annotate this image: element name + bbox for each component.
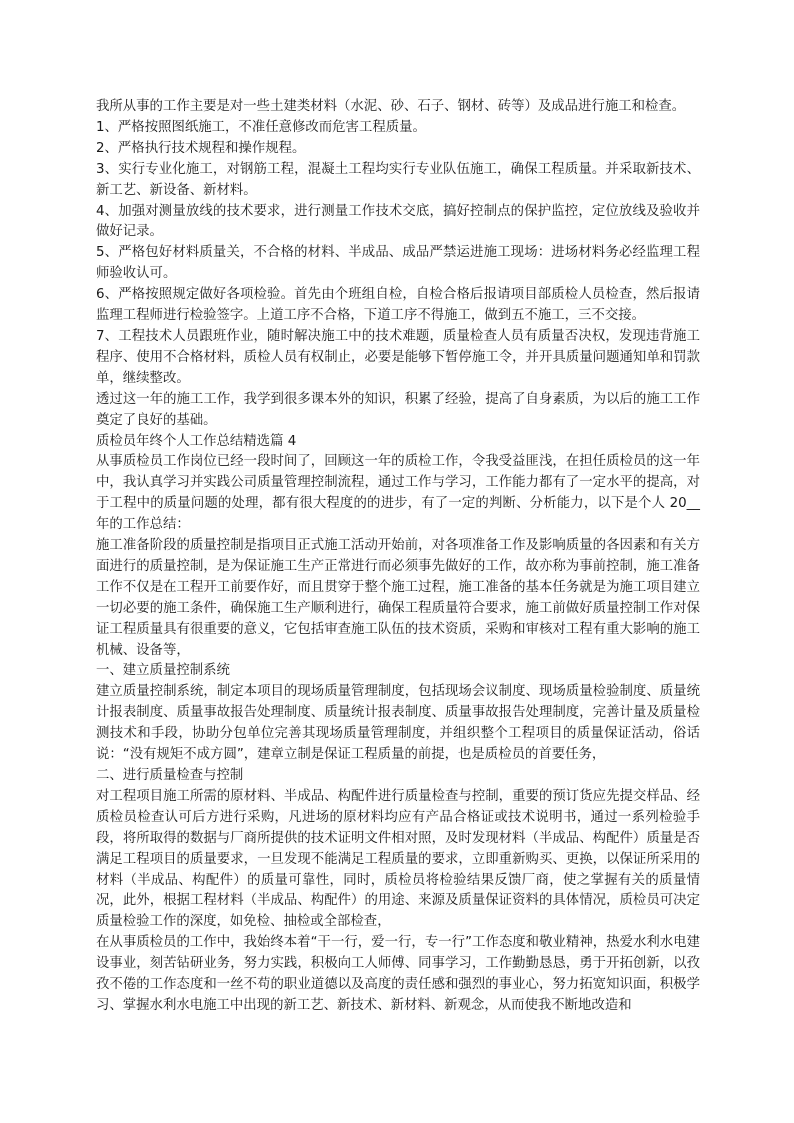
list-item-2: 2、严格执行技术规程和操作规程。	[96, 140, 306, 156]
list-item-3: 3、实行专业化施工，对钢筋工程，混凝土工程均实行专业队伍施工，确保工程质量。并采取新技术、新工艺、新设备、新材料。	[96, 161, 700, 198]
paragraph-attitude: 在从事质检员的工作中，我始终本着“干一行，爱一行，专一行”工作态度和敬业精神，热爱水利水电建设事业，刻苦钻研业务，努力实践，积极向工人师傅、同事学习，工作勤勤恳恳，勇于开拓创新，以孜孜不倦的工作态度和一丝不苟的职业道德以及高度的责任感和强烈的事业心，努力拓宽知识面，积极学习、掌握水利水电施工中出现的新工艺、新技术、新材料、新观念，从而使我不断地改造和	[96, 935, 700, 1013]
list-item-1: 1、严格按照图纸施工，不准任意修改而危害工程质量。	[96, 119, 426, 135]
document-body	[96, 97, 700, 1017]
list-item-6: 6、严格按照规定做好各项检验。首先由个班组自检，自检合格后报请项目部质检人员检查，然后报请监理工程师进行检验签字。上道工序不合格，下道工序不得施工，做到五不施工，三不交接。	[96, 287, 700, 324]
paragraph-quality-inspection: 对工程项目施工所需的原材料、半成品、构配件进行质量检查与控制，重要的预订货应先提交样品、经质检员检查认可后方进行采购，凡进场的原材料均应有产品合格证或技术说明书，通过一系列检验手段，将所取得的数据与厂商所提供的技术证明文件相对照，及时发现材料（半成品、构配件）质量是否满足工程项目的质量要求，一旦发现不能满足工程质量的要求，立即重新购买、更换，以保证所采用的材料（半成品、构配件）的质量可靠性，同时，质检员将检验结果反馈厂商，使之掌握有关的质量情况，此外，根据工程材料（半成品、构配件）的用途、来源及质量保证资料的具体情况，质检员可决定质量检验工作的深度，如免检、抽检或全部检查，	[96, 788, 700, 930]
list-item-5: 5、严格包好材料质量关，不合格的材料、半成品、成品严禁运进施工现场：进场材料务必经监理工程师验收认可。	[96, 245, 700, 282]
paragraph-summary: 透过这一年的施工工作，我学到很多课本外的知识，积累了经验，提高了自身素质，为以后的施工工作奠定了良好的基础。	[96, 391, 700, 428]
heading-quality-inspection: 二、进行质量检查与控制	[96, 768, 244, 783]
list-item-4: 4、加强对测量放线的技术要求，进行测量工作技术交底，搞好控制点的保护监控，定位放线及验收并做好记录。	[96, 203, 700, 240]
paragraph-quality-system: 建立质量控制系统，制定本项目的现场质量管理制度，包括现场会议制度、现场质量检验制度、质量统计报表制度、质量事故报告处理制度、质量统计报表制度、质量事故报告处理制度，完善计量及质量检测技术和手段，协助分包单位完善其现场质量管理制度，并组织整个工程项目的质量保证活动，俗话说：“没有规矩不成方圆”，建章立制是保证工程质量的前提，也是质检员的首要任务，	[96, 684, 700, 763]
paragraph-preparation: 施工准备阶段的质量控制是指项目正式施工活动开始前，对各项准备工作及影响质量的各因素和有关方面进行的质量控制，是为保证施工生产正常进行而必须事先做好的工作，故亦称为事前控制，施工准备工作不仅是在工程开工前要作好，而且贯穿于整个施工过程，施工准备的基本任务就是为施工项目建立一切必要的施工条件，确保施工生产顺利进行，确保工程质量符合要求，施工前做好质量控制工作对保证工程质量具有很重要的意义，它包括审查施工队伍的技术资质，采购和审核对工程有重大影响的施工机械、设备等，	[96, 538, 700, 658]
list-item-7: 7、工程技术人员跟班作业，随时解决施工中的技术难题，质量检查人员有质量否决权，发现违背施工程序、使用不合格材料，质检人员有权制止，必要是能够下暂停施工令，并开具质量问题通知单和罚款单，继续整改。	[96, 328, 700, 386]
paragraph-overview: 从事质检员工作岗位已经一段时间了，回顾这一年的质检工作，令我受益匪浅，在担任质检员的这一年中，我认真学习并实践公司质量管理控制流程，通过工作与学习，工作能力都有了一定水平的提高，对于工程中的质量问题的处理，都有很大程度的的进步，有了一定的判断、分析能力，以下是个人 20__年的工作总结：	[96, 454, 700, 533]
section-title: 质检员年终个人工作总结精选篇 4	[96, 433, 297, 449]
paragraph-intro: 我所从事的工作主要是对一些土建类材料（水泥、砂、石子、钢材、砖等）及成品进行施工和检查。	[96, 99, 686, 114]
heading-quality-system: 一、建立质量控制系统	[96, 663, 230, 679]
